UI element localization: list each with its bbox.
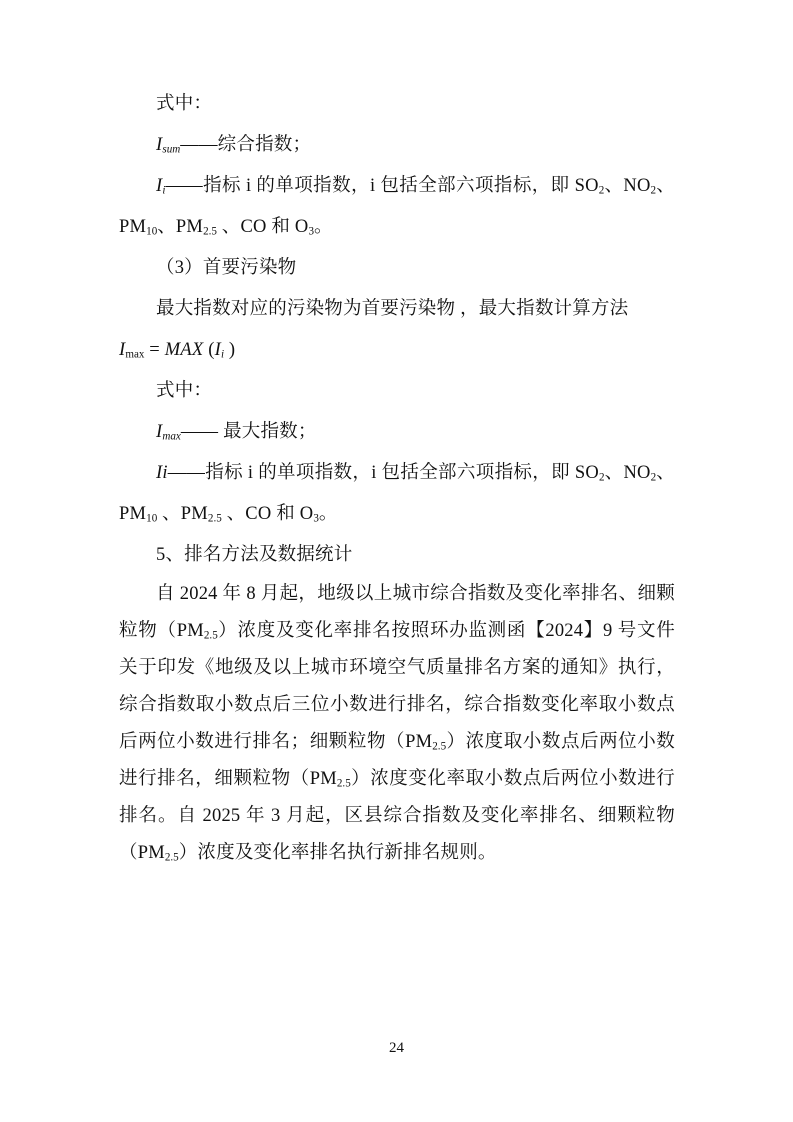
text-run: ): [224, 340, 236, 360]
text-line: [119, 650, 675, 687]
text-line: [119, 494, 675, 535]
text-run: =: [144, 340, 165, 360]
text-run: 、PM: [157, 504, 208, 524]
text-run: I: [156, 176, 163, 196]
text-run: I: [214, 340, 221, 360]
subscript-run: 2: [598, 184, 605, 197]
text-line: [119, 166, 675, 207]
text-run: 5、排名方法及数据统计: [156, 545, 353, 565]
text-line: [119, 613, 675, 650]
text-line: [119, 412, 675, 453]
text-line: [119, 248, 675, 289]
text-run: 式中：: [156, 381, 213, 401]
text-run: 进行排名，细颗粒物（PM: [119, 769, 337, 789]
text-line: [119, 289, 675, 330]
text-line: [119, 330, 675, 371]
text-run: 、: [656, 176, 676, 196]
text-run: 。: [318, 504, 338, 524]
subscript-run: 2.5: [164, 851, 179, 864]
subscript-run: 2: [598, 471, 605, 484]
text-run: 、PM: [157, 217, 204, 237]
subscript-run: 3: [313, 512, 319, 525]
subscript-run: i: [162, 184, 166, 197]
subscript-run: 2.5: [203, 225, 217, 238]
text-line: [119, 724, 675, 761]
text-line: [119, 835, 675, 872]
text-line: [119, 207, 675, 248]
text-run: （3）首要污染物: [156, 258, 297, 278]
subscript-run: 10: [146, 225, 158, 238]
text-run: MAX: [164, 340, 204, 360]
text-run: 、: [656, 463, 676, 483]
text-run: ）浓度及变化率排名执行新排名规则。: [178, 843, 497, 863]
text-run: Ii: [156, 463, 168, 483]
section-ranking-paragraph: [119, 576, 675, 872]
text-run: 自 2024 年 8 月起，地级以上城市综合指数及变化率排名、细颗: [156, 584, 675, 604]
subscript-run: max: [125, 348, 145, 361]
text-run: 综合指数取小数点后三位小数进行排名，综合指数变化率取小数点: [119, 695, 675, 715]
text-run: 。: [314, 217, 333, 237]
subscript-run: max: [162, 430, 181, 443]
subscript-run: i: [220, 348, 225, 361]
text-run: 、NO: [604, 176, 651, 196]
text-run: 关于印发《地级及以上城市环境空气质量排名方案的通知》执行，: [119, 658, 675, 678]
text-run: ）浓度及变化率排名按照环办监测函【2024】9 号文件: [217, 621, 675, 641]
text-run: 、NO: [604, 463, 651, 483]
subscript-run: 2: [650, 184, 657, 197]
text-line: [119, 798, 675, 835]
text-line: [119, 535, 675, 576]
text-run: PM: [119, 504, 147, 524]
text-run: ）浓度变化率取小数点后两位小数进行: [350, 769, 675, 789]
subscript-run: 2.5: [207, 512, 222, 525]
section-formula-definitions: [119, 84, 675, 576]
text-line: [119, 761, 675, 798]
text-run: 、CO 和 O: [221, 504, 314, 524]
page-number: 24: [389, 1040, 404, 1056]
subscript-run: 2: [650, 471, 657, 484]
text-run: 、CO 和 O: [216, 217, 309, 237]
text-line: [119, 576, 675, 613]
subscript-run: 2.5: [336, 777, 351, 790]
text-line: [119, 84, 675, 125]
text-run: （PM: [119, 843, 165, 863]
text-run: I: [156, 135, 163, 155]
text-line: [119, 453, 675, 494]
text-run: ）浓度取小数点后两位小数: [446, 732, 676, 752]
subscript-run: 2.5: [432, 740, 447, 753]
text-line: [119, 371, 675, 412]
text-line: [119, 125, 675, 166]
subscript-run: 10: [146, 512, 158, 525]
subscript-run: 3: [308, 225, 315, 238]
text-run: I: [119, 340, 126, 360]
text-run: 最大指数对应的污染物为首要污染物 ，最大指数计算方法: [156, 299, 629, 319]
text-run: ——综合指数；: [180, 135, 312, 155]
text-line: [119, 687, 675, 724]
text-run: 式中：: [156, 94, 213, 114]
text-run: 排名。自 2025 年 3 月起，区县综合指数及变化率排名、细颗粒物: [119, 806, 675, 826]
text-run: I: [156, 422, 163, 442]
subscript-run: sum: [162, 143, 181, 156]
text-run: PM: [119, 217, 147, 237]
text-run: ——指标 i 的单项指数，i 包括全部六项指标，即 SO: [167, 463, 599, 483]
subscript-run: 2.5: [203, 629, 218, 642]
text-run: 粒物（PM: [119, 621, 204, 641]
text-run: 后两位小数进行排名；细颗粒物（PM: [119, 732, 433, 752]
text-run: ——指标 i 的单项指数，i 包括全部六项指标，即 SO: [165, 176, 599, 196]
text-run: —— 最大指数；: [180, 422, 317, 442]
text-run: (: [203, 340, 215, 360]
